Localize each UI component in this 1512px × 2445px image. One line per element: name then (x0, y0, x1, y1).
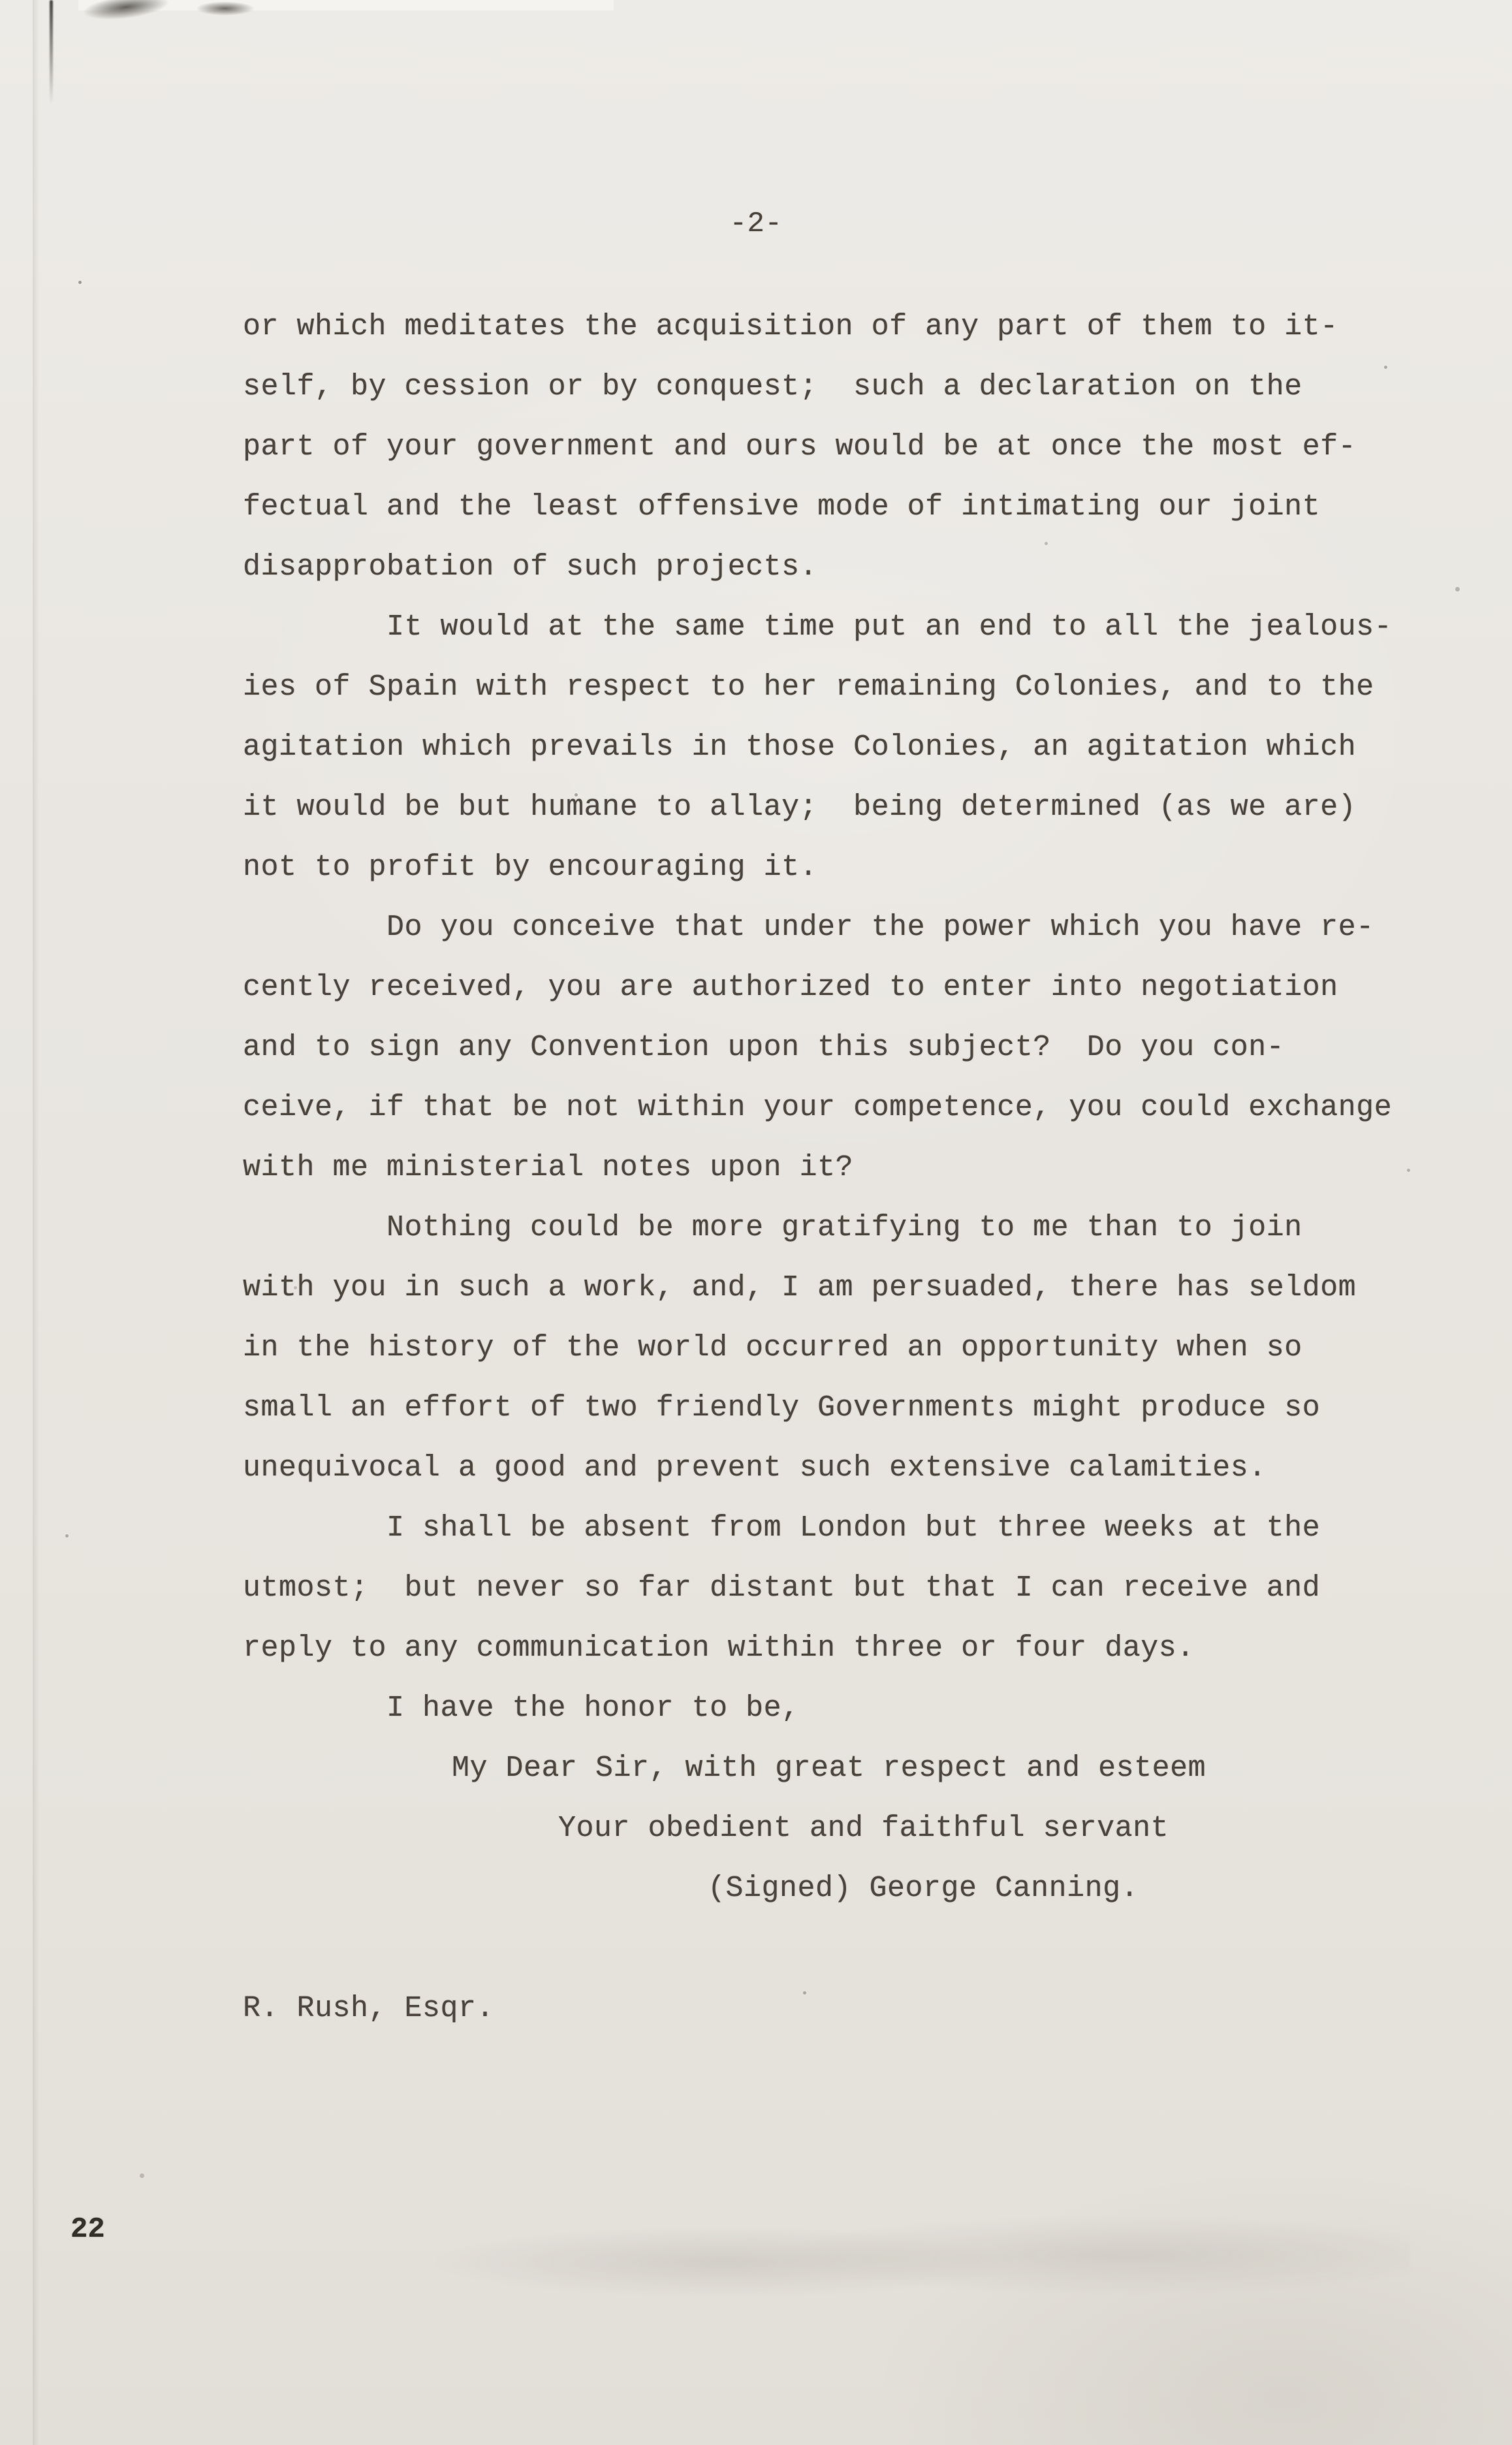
text-line: small an effort of two friendly Governments might produce so (243, 1391, 1321, 1425)
text-line: It would at the same time put an end to all the jealous- (386, 610, 1393, 644)
bleed-through-band (431, 2194, 1410, 2331)
text-line: or which meditates the acquisition of any part of them to it- (243, 310, 1338, 343)
text-line: unequivocal a good and prevent such extensive calamities. (243, 1451, 1267, 1485)
text-line: Do you conceive that under the power which you have re- (386, 911, 1374, 944)
text-line: utmost; but never so far distant but that I can receive and (243, 1571, 1321, 1605)
text-line: part of your government and ours would be at once the most ef- (243, 430, 1357, 464)
text-line: ies of Spain with respect to her remaining Colonies, and to the (243, 670, 1374, 704)
text-line: reply to any communication within three or four days. (243, 1632, 1195, 1665)
text-line: fectual and the least offensive mode of intimating our joint (243, 490, 1321, 524)
text-line: not to profit by encouraging it. (243, 851, 818, 884)
text-line: it would be but humane to allay; being determined (as we are) (243, 791, 1357, 824)
letter-body (243, 297, 1431, 2039)
text-line: disapprobation of such projects. (243, 550, 818, 584)
left-edge-shadow (33, 0, 39, 2445)
sheet-number: 22 (71, 2213, 105, 2246)
text-line: and to sign any Convention upon this subject? Do you con- (243, 1031, 1285, 1064)
text-line: Nothing could be more gratifying to me than to join (386, 1211, 1302, 1244)
corner-ink-mark (82, 0, 169, 24)
paper-specks (78, 281, 82, 284)
closing-line: I have the honor to be, (386, 1692, 800, 1725)
left-edge-line (50, 0, 53, 104)
signature-line: (Signed) George Canning. (708, 1872, 1139, 1905)
closing-line: My Dear Sir, with great respect and esteem (452, 1752, 1206, 1785)
text-line: cently received, you are authorized to enter into negotiation (243, 971, 1338, 1004)
addressee: R. Rush, Esqr. (243, 1992, 495, 2025)
text-line: I shall be absent from London but three weeks at the (386, 1511, 1321, 1545)
text-line: in the history of the world occurred an opportunity when so (243, 1331, 1302, 1364)
text-line: agitation which prevails in those Colonies, an agitation which (243, 731, 1357, 764)
text-line: with you in such a work, and, I am persuaded, there has seldom (243, 1271, 1357, 1304)
closing-line: Your obedient and faithful servant (558, 1812, 1169, 1845)
text-line: self, by cession or by conquest; such a declaration on the (243, 370, 1302, 403)
text-line: ceive, if that be not within your competence, you could exchange (243, 1091, 1393, 1124)
text-line: with me ministerial notes upon it? (243, 1151, 854, 1184)
page-number: -2- (729, 208, 783, 240)
scan-smudge (196, 1, 255, 16)
